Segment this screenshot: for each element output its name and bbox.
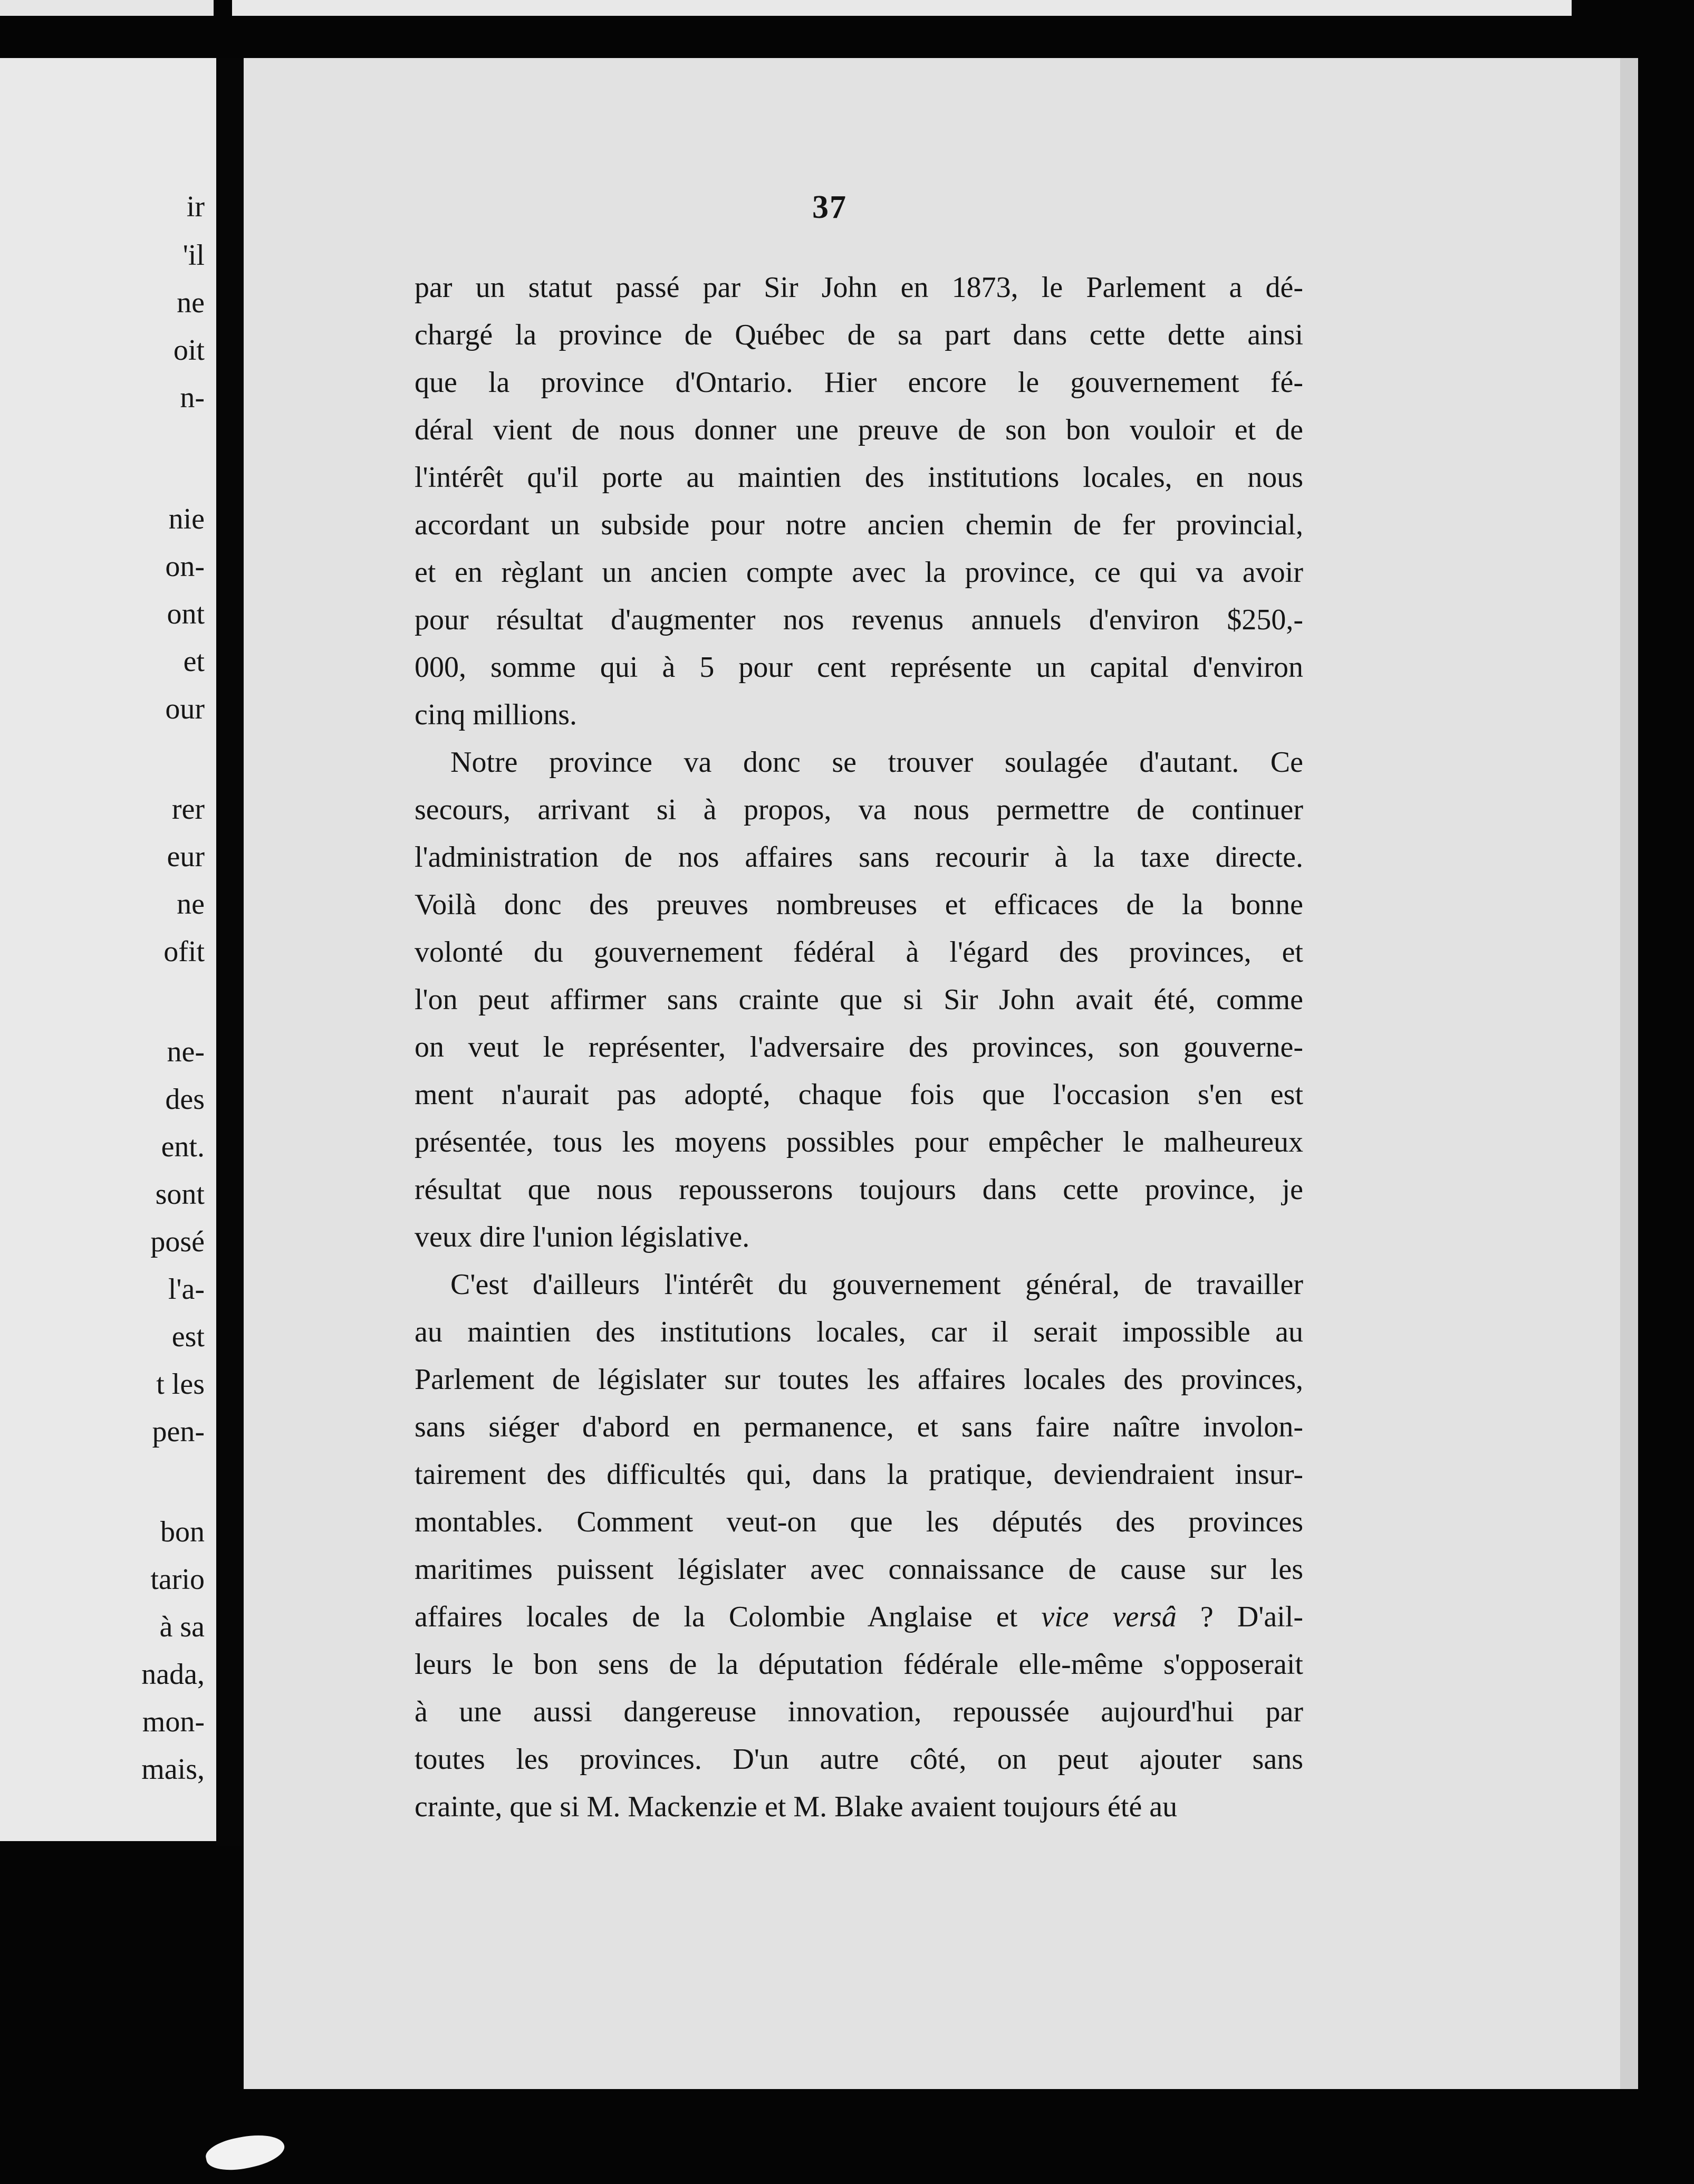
facing-page-text-fragment: pen-: [152, 1415, 205, 1448]
text-line: ment n'aurait pas adopté, chaque fois que l'occasion s'en est: [415, 1078, 1303, 1111]
facing-page-text-fragment: ne-: [167, 1036, 205, 1068]
text-line: l'administration de nos affaires sans recourir à la taxe directe.: [415, 841, 1303, 874]
text-line: crainte, que si M. Mackenzie et M. Blake avaient toujours été au: [415, 1790, 1178, 1823]
paragraph: [415, 264, 1303, 739]
facing-page-text-fragment: ne: [177, 286, 205, 319]
page-number: 37: [812, 189, 847, 225]
facing-page-text-fragment: n-: [180, 381, 205, 414]
text-line: l'on peut affirmer sans crainte que si Sir John avait été, comme: [415, 983, 1303, 1016]
facing-page-text-fragment: l'a-: [168, 1273, 205, 1306]
text-line: par un statut passé par Sir John en 1873, le Parlement a dé-: [415, 271, 1303, 304]
facing-page-text-fragment: est: [171, 1320, 205, 1353]
paragraph: [415, 1261, 1303, 1831]
text-line: au maintien des institutions locales, car il serait impossible au: [415, 1316, 1303, 1348]
facing-page-text-fragment: ont: [167, 598, 205, 630]
facing-page-text-fragment: ent.: [161, 1131, 205, 1163]
facing-page-text-fragment: 'il: [182, 239, 205, 272]
text-line: C'est d'ailleurs l'intérêt du gouvernement général, de travailler: [450, 1268, 1303, 1301]
binding-gutter: [216, 58, 244, 1846]
facing-page-text-fragment: ne: [177, 888, 205, 921]
text-line: Notre province va donc se trouver soulagée d'autant. Ce: [450, 746, 1303, 779]
facing-page-text-fragment: mon-: [142, 1706, 205, 1738]
text-line: déral vient de nous donner une preuve de son bon vouloir et de: [415, 414, 1303, 446]
facing-page-text-fragment: ir: [186, 190, 205, 223]
text-line: montables. Comment veut-on que les députés des provinces: [415, 1506, 1303, 1538]
facing-page-text-fragment: mais,: [141, 1753, 205, 1786]
text-line: leurs le bon sens de la députation fédérale elle-même s'opposerait: [415, 1648, 1303, 1681]
facing-page-text-fragment: t les: [156, 1368, 205, 1401]
text-line: Parlement de législater sur toutes les affaires locales des provinces,: [415, 1363, 1303, 1396]
paper-edge-top-left: [0, 0, 214, 16]
page-edge: [1620, 58, 1638, 2089]
facing-page-text-fragment: et: [183, 645, 205, 678]
facing-page-text-fragment: des: [165, 1083, 205, 1116]
text-line: tairement des difficultés qui, dans la pratique, deviendraient insur-: [415, 1458, 1303, 1491]
text-line: présentée, tous les moyens possibles pour empêcher le malheureux: [415, 1126, 1303, 1158]
text-line: résultat que nous repousserons toujours dans cette province, je: [415, 1173, 1303, 1206]
facing-page-text-fragment: eur: [167, 840, 205, 873]
text-line: maritimes puissent législater avec connaissance de cause sur les: [415, 1553, 1303, 1586]
page-body: [415, 264, 1303, 1831]
facing-page-text-fragment: tario: [150, 1563, 205, 1596]
facing-page-text-fragment: sont: [155, 1178, 205, 1211]
facing-page-text-fragment: rer: [171, 793, 205, 826]
text-line: que la province d'Ontario. Hier encore le gouvernement fé-: [415, 366, 1303, 399]
text-line: chargé la province de Québec de sa part dans cette dette ainsi: [415, 319, 1303, 351]
text-line: veux dire l'union législative.: [415, 1221, 750, 1253]
text-line: 000, somme qui à 5 pour cent représente un capital d'environ: [415, 651, 1303, 684]
text-line: toutes les provinces. D'un autre côté, on peut ajouter sans: [415, 1743, 1303, 1776]
facing-page-text-fragment: our: [165, 693, 205, 725]
text-line: et en règlant un ancien compte avec la province, ce qui va avoir: [415, 556, 1303, 589]
text-line: pour résultat d'augmenter nos revenus annuels d'environ $250,-: [415, 604, 1303, 636]
facing-page-text-fragment: nada,: [141, 1658, 205, 1691]
facing-page-text-fragment: ofit: [163, 935, 205, 968]
text-line: accordant un subside pour notre ancien chemin de fer provincial,: [415, 509, 1303, 541]
facing-page-text-fragment: à sa: [159, 1611, 205, 1643]
facing-page-text-fragment: nie: [168, 503, 205, 535]
facing-page-text-fragment: bon: [160, 1516, 205, 1548]
paragraph: [415, 739, 1303, 1261]
text-line: l'intérêt qu'il porte au maintien des institutions locales, en nous: [415, 461, 1303, 494]
text-line: Voilà donc des preuves nombreuses et efficaces de la bonne: [415, 888, 1303, 921]
text-line: sans siéger d'abord en permanence, et sans faire naître involon-: [415, 1411, 1303, 1443]
text-line: affaires locales de la Colombie Anglaise et vice versâ ? D'ail-: [415, 1601, 1304, 1633]
facing-page: [0, 58, 216, 1841]
text-line: à une aussi dangereuse innovation, repoussée aujourd'hui par: [415, 1696, 1303, 1728]
text-line: volonté du gouvernement fédéral à l'égard des provinces, et: [415, 936, 1303, 969]
facing-page-text-fragment: on-: [165, 550, 205, 583]
facing-page-text-fragment: oit: [173, 334, 205, 367]
paper-edge-top: [232, 0, 1572, 16]
text-line: cinq millions.: [415, 698, 577, 731]
text-line: on veut le représenter, l'adversaire des provinces, son gouverne-: [415, 1031, 1303, 1064]
facing-page-text-fragment: posé: [150, 1225, 205, 1258]
text-line: secours, arrivant si à propos, va nous permettre de continuer: [415, 793, 1303, 826]
